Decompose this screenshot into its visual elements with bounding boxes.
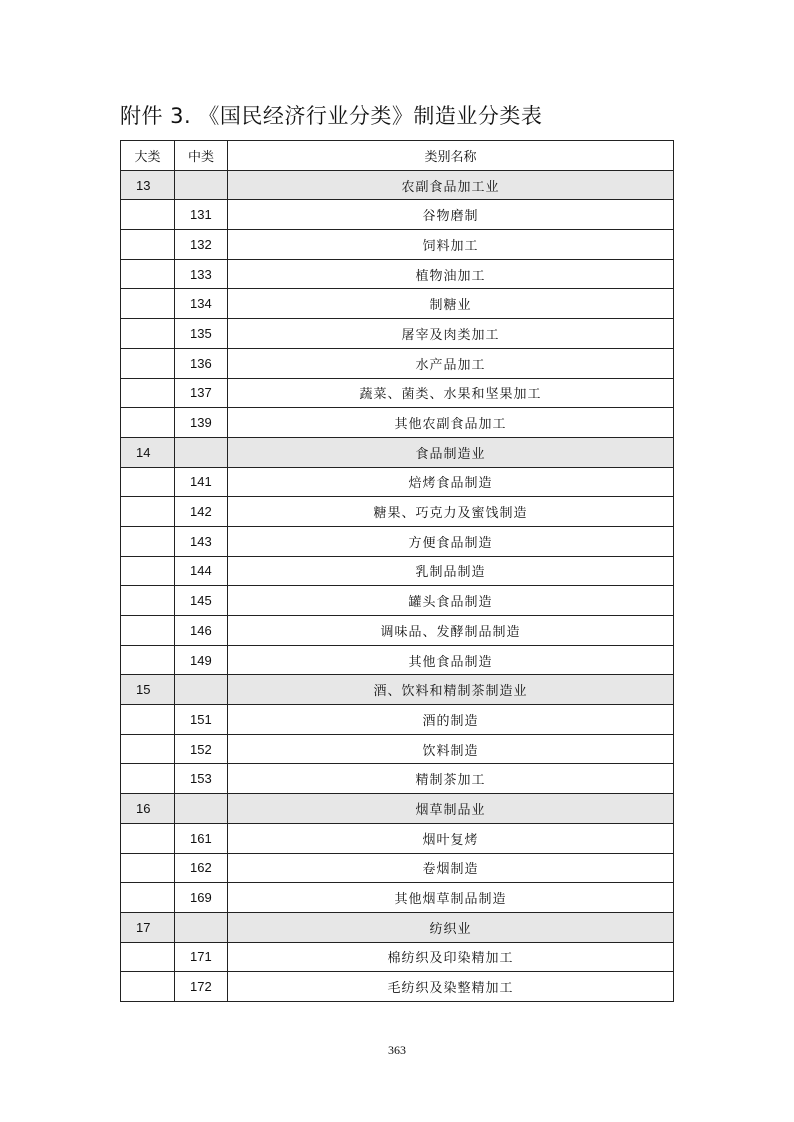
mid-code-cell: 149 bbox=[175, 645, 228, 675]
major-code-cell bbox=[121, 497, 175, 527]
category-name-cell: 焙烤食品制造 bbox=[228, 467, 674, 497]
major-code-cell bbox=[121, 556, 175, 586]
category-name-cell: 棉纺织及印染精加工 bbox=[228, 942, 674, 972]
table-row bbox=[121, 289, 674, 319]
table-row bbox=[121, 972, 674, 1002]
category-name-cell: 烟叶复烤 bbox=[228, 823, 674, 853]
mid-code-cell: 152 bbox=[175, 734, 228, 764]
mid-code-cell bbox=[175, 675, 228, 705]
major-code-cell bbox=[121, 378, 175, 408]
table-row bbox=[121, 883, 674, 913]
category-name-cell: 方便食品制造 bbox=[228, 526, 674, 556]
mid-code-cell: 172 bbox=[175, 972, 228, 1002]
table-row bbox=[121, 230, 674, 260]
major-code-cell bbox=[121, 616, 175, 646]
mid-code-cell: 139 bbox=[175, 408, 228, 438]
category-name-cell: 罐头食品制造 bbox=[228, 586, 674, 616]
category-name-cell: 乳制品制造 bbox=[228, 556, 674, 586]
mid-code-cell: 162 bbox=[175, 853, 228, 883]
table-row bbox=[121, 378, 674, 408]
major-code-cell bbox=[121, 972, 175, 1002]
major-code-cell bbox=[121, 942, 175, 972]
category-name-cell: 酒、饮料和精制茶制造业 bbox=[228, 675, 674, 705]
page-title: 附件 3. 《国民经济行业分类》制造业分类表 bbox=[120, 104, 543, 128]
category-name-cell: 蔬菜、菌类、水果和坚果加工 bbox=[228, 378, 674, 408]
major-code-cell bbox=[121, 764, 175, 794]
major-code-cell bbox=[121, 408, 175, 438]
category-name-cell: 其他农副食品加工 bbox=[228, 408, 674, 438]
category-name-cell: 水产品加工 bbox=[228, 348, 674, 378]
category-name-cell: 屠宰及肉类加工 bbox=[228, 319, 674, 349]
table-row bbox=[121, 705, 674, 735]
major-code-cell: 15 bbox=[121, 675, 175, 705]
category-name-cell: 植物油加工 bbox=[228, 259, 674, 289]
table-row bbox=[121, 200, 674, 230]
major-code-cell bbox=[121, 200, 175, 230]
mid-code-cell bbox=[175, 912, 228, 942]
category-name-cell: 糖果、巧克力及蜜饯制造 bbox=[228, 497, 674, 527]
category-name-cell: 谷物磨制 bbox=[228, 200, 674, 230]
mid-code-cell bbox=[175, 170, 228, 200]
page-number: 363 bbox=[388, 1043, 406, 1057]
table-row bbox=[121, 408, 674, 438]
mid-code-cell: 144 bbox=[175, 556, 228, 586]
major-code-cell bbox=[121, 259, 175, 289]
category-name-cell: 其他烟草制品制造 bbox=[228, 883, 674, 913]
table-row bbox=[121, 942, 674, 972]
category-name-cell: 毛纺织及染整精加工 bbox=[228, 972, 674, 1002]
major-code-cell bbox=[121, 645, 175, 675]
category-name-cell: 纺织业 bbox=[228, 912, 674, 942]
mid-code-cell: 134 bbox=[175, 289, 228, 319]
category-name-cell: 其他食品制造 bbox=[228, 645, 674, 675]
table-row bbox=[121, 467, 674, 497]
major-code-cell: 13 bbox=[121, 170, 175, 200]
major-code-cell: 14 bbox=[121, 437, 175, 467]
table-row bbox=[121, 348, 674, 378]
major-category-row bbox=[121, 437, 674, 467]
industry-classification-table bbox=[120, 140, 674, 1002]
category-name-cell: 调味品、发酵制品制造 bbox=[228, 616, 674, 646]
category-name-cell: 卷烟制造 bbox=[228, 853, 674, 883]
category-name-cell: 制糖业 bbox=[228, 289, 674, 319]
major-category-row bbox=[121, 675, 674, 705]
table-row bbox=[121, 556, 674, 586]
category-name-cell: 农副食品加工业 bbox=[228, 170, 674, 200]
category-name-cell: 饮料制造 bbox=[228, 734, 674, 764]
major-code-cell bbox=[121, 348, 175, 378]
mid-code-cell: 171 bbox=[175, 942, 228, 972]
major-code-cell bbox=[121, 705, 175, 735]
major-code-cell bbox=[121, 883, 175, 913]
header-category-name: 类别名称 bbox=[228, 141, 674, 171]
major-category-row bbox=[121, 170, 674, 200]
table-row bbox=[121, 853, 674, 883]
major-category-row bbox=[121, 794, 674, 824]
mid-code-cell: 153 bbox=[175, 764, 228, 794]
header-mid-category: 中类 bbox=[175, 141, 228, 171]
mid-code-cell: 136 bbox=[175, 348, 228, 378]
table-row bbox=[121, 734, 674, 764]
mid-code-cell: 142 bbox=[175, 497, 228, 527]
category-name-cell: 饲料加工 bbox=[228, 230, 674, 260]
table-row bbox=[121, 526, 674, 556]
mid-code-cell: 143 bbox=[175, 526, 228, 556]
mid-code-cell: 151 bbox=[175, 705, 228, 735]
table-row bbox=[121, 823, 674, 853]
table-row bbox=[121, 259, 674, 289]
major-code-cell bbox=[121, 734, 175, 764]
table-row bbox=[121, 616, 674, 646]
category-name-cell: 食品制造业 bbox=[228, 437, 674, 467]
category-name-cell: 烟草制品业 bbox=[228, 794, 674, 824]
table-body bbox=[121, 170, 674, 1001]
mid-code-cell: 141 bbox=[175, 467, 228, 497]
major-code-cell: 16 bbox=[121, 794, 175, 824]
major-code-cell bbox=[121, 823, 175, 853]
mid-code-cell: 133 bbox=[175, 259, 228, 289]
table-row bbox=[121, 319, 674, 349]
mid-code-cell bbox=[175, 437, 228, 467]
table-header-row bbox=[121, 141, 674, 171]
major-code-cell bbox=[121, 230, 175, 260]
category-name-cell: 酒的制造 bbox=[228, 705, 674, 735]
major-category-row bbox=[121, 912, 674, 942]
major-code-cell: 17 bbox=[121, 912, 175, 942]
mid-code-cell: 132 bbox=[175, 230, 228, 260]
header-major-category: 大类 bbox=[121, 141, 175, 171]
mid-code-cell: 169 bbox=[175, 883, 228, 913]
table-row bbox=[121, 586, 674, 616]
mid-code-cell: 135 bbox=[175, 319, 228, 349]
mid-code-cell: 145 bbox=[175, 586, 228, 616]
mid-code-cell bbox=[175, 794, 228, 824]
table-row bbox=[121, 497, 674, 527]
mid-code-cell: 131 bbox=[175, 200, 228, 230]
mid-code-cell: 161 bbox=[175, 823, 228, 853]
table-row bbox=[121, 645, 674, 675]
major-code-cell bbox=[121, 586, 175, 616]
table-row bbox=[121, 764, 674, 794]
major-code-cell bbox=[121, 853, 175, 883]
category-name-cell: 精制茶加工 bbox=[228, 764, 674, 794]
major-code-cell bbox=[121, 319, 175, 349]
mid-code-cell: 146 bbox=[175, 616, 228, 646]
mid-code-cell: 137 bbox=[175, 378, 228, 408]
major-code-cell bbox=[121, 467, 175, 497]
major-code-cell bbox=[121, 289, 175, 319]
major-code-cell bbox=[121, 526, 175, 556]
